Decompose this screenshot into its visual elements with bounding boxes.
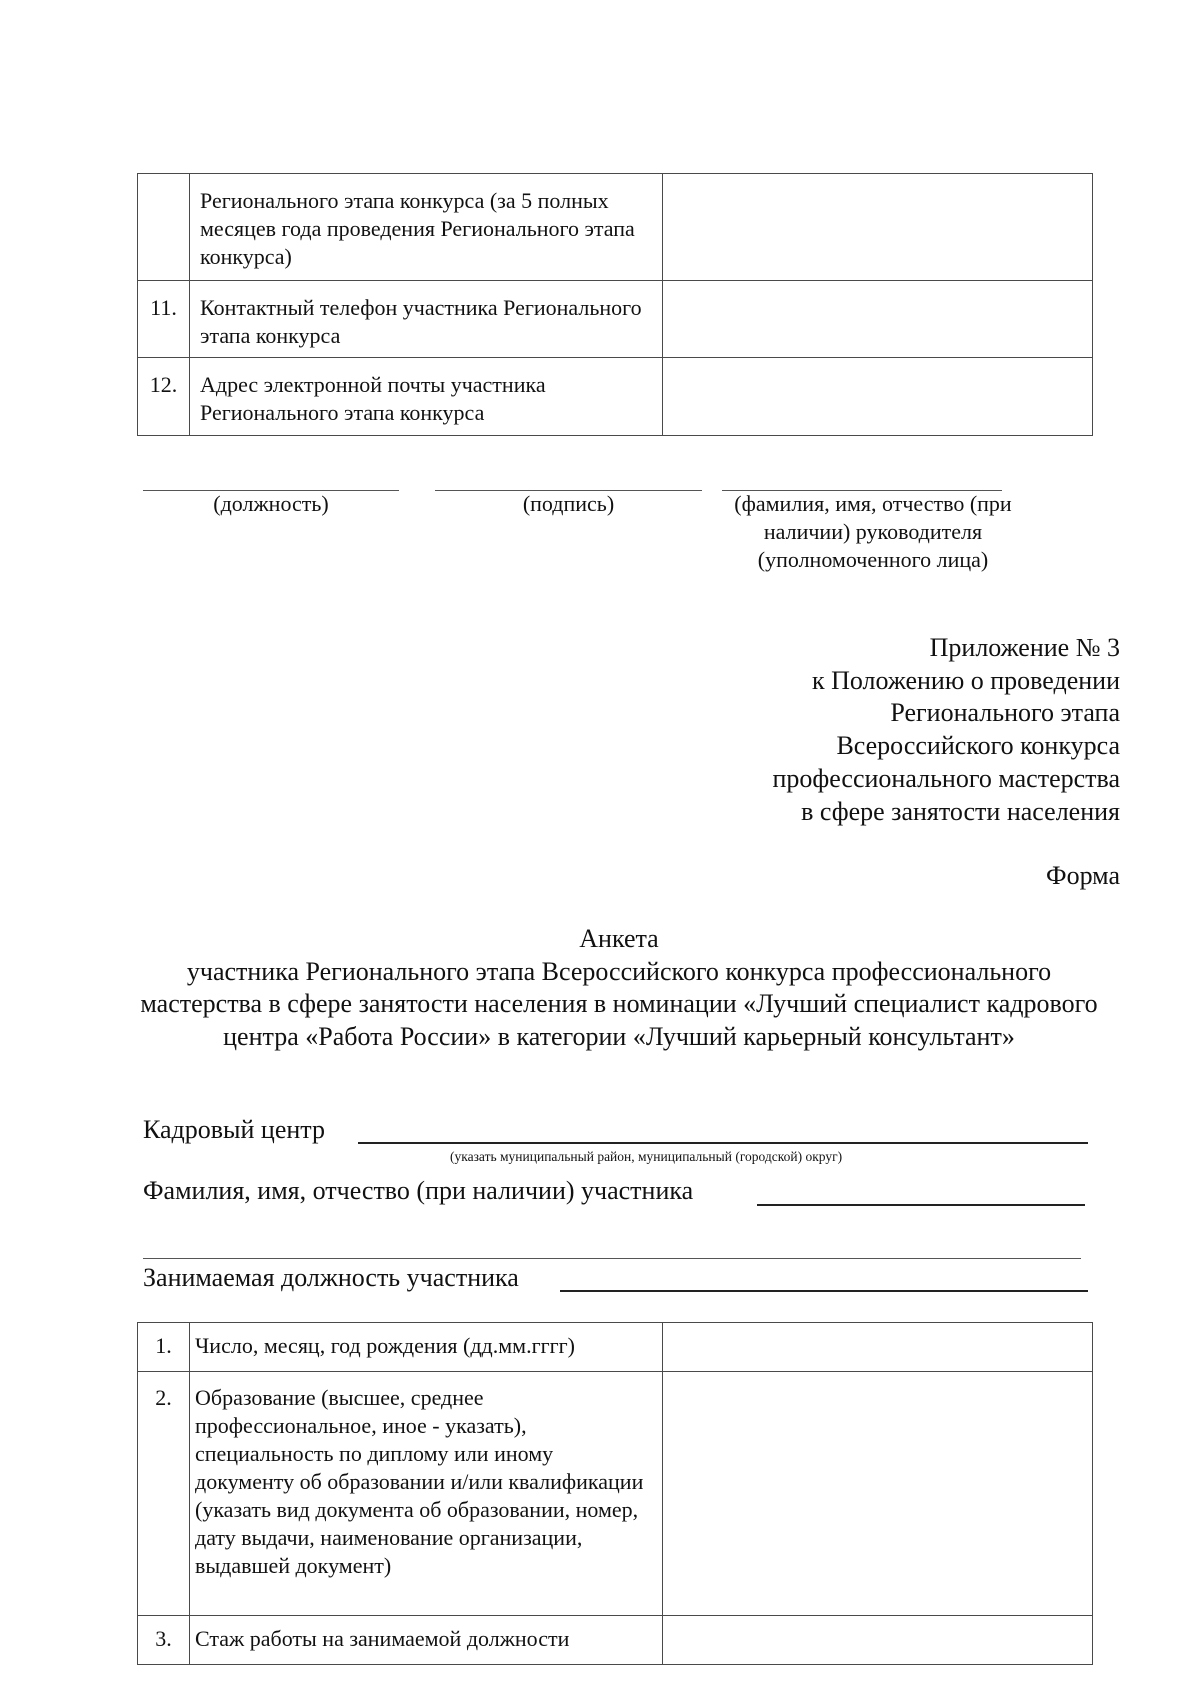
appendix-header xyxy=(772,632,1120,828)
hr-center-input[interactable] xyxy=(358,1142,1088,1144)
bottom-table xyxy=(137,1322,1093,1665)
form-label: Форма xyxy=(1046,861,1120,890)
table-row xyxy=(138,281,1093,358)
table-row xyxy=(138,174,1093,281)
row-number xyxy=(138,174,190,281)
row-label: Адрес электронной почты участника Регионального этапа конкурса xyxy=(190,358,663,436)
row-label: Контактный телефон участника Регионального этапа конкурса xyxy=(190,281,663,358)
hr-center-label: Кадровый центр xyxy=(143,1115,325,1144)
table-row xyxy=(138,358,1093,436)
appendix-reference: Всероссийского конкурса xyxy=(836,731,1120,761)
full-name-input-continuation[interactable] xyxy=(143,1258,1081,1259)
row-number: 11. xyxy=(138,281,190,358)
page-subtitle: участника Регионального этапа Всероссийского конкурса профессионального мастерства в сфере занятости населения в номинации «Лучший специалист кадрового центра «Работа России» в категории «Лучший карьерный консультант» xyxy=(140,956,1098,1051)
row-label: Число, месяц, год рождения (дд.мм.гггг) xyxy=(190,1323,663,1372)
appendix-reference: Регионального этапа xyxy=(890,698,1120,728)
position-input[interactable] xyxy=(560,1290,1088,1292)
appendix-reference: к Положению о проведении xyxy=(811,665,1120,695)
appendix-reference: профессионального мастерства xyxy=(772,763,1120,793)
full-name-label: Фамилия, имя, отчество (при наличии) участника xyxy=(143,1176,694,1205)
row-number: 3. xyxy=(138,1616,190,1665)
questionnaire-title xyxy=(130,923,1108,1053)
row-value-field[interactable] xyxy=(663,174,1093,281)
row-number: 1. xyxy=(138,1323,190,1372)
row-label: Стаж работы на занимаемой должности xyxy=(190,1616,663,1665)
signature-caption: (подпись) xyxy=(522,491,615,516)
row-number: 2. xyxy=(138,1372,190,1616)
hr-center-hint: (указать муниципальный район, муниципальный (городской) округ) xyxy=(450,1149,843,1164)
name-caption: (фамилия, имя, отчество (при наличии) руководителя (уполномоченного лица) xyxy=(734,491,1012,572)
row-number: 12. xyxy=(138,358,190,436)
position-caption: (должность) xyxy=(213,491,329,516)
row-value-field[interactable] xyxy=(663,1323,1093,1372)
full-name-input[interactable] xyxy=(757,1204,1085,1206)
row-value-field[interactable] xyxy=(663,1372,1093,1616)
row-value-field[interactable] xyxy=(663,281,1093,358)
top-table xyxy=(137,173,1093,436)
row-value-field[interactable] xyxy=(663,1616,1093,1665)
row-label: Регионального этапа конкурса (за 5 полных месяцев года проведения Регионального этапа конкурса) xyxy=(190,174,663,281)
row-value-field[interactable] xyxy=(663,358,1093,436)
appendix-number: Приложение № 3 xyxy=(929,633,1120,662)
table-row xyxy=(138,1372,1093,1616)
page-title: Анкета xyxy=(579,924,659,953)
table-row xyxy=(138,1616,1093,1665)
appendix-reference: в сфере занятости населения xyxy=(801,796,1120,826)
row-label: Образование (высшее, среднее профессиональное, иное - указать), специальность по диплому или иному документу об образовании и/или квалификации (указать вид документа об образовании, номер, дату выдачи, наименование организации, выдавшей документ) xyxy=(190,1372,663,1616)
table-row xyxy=(138,1323,1093,1372)
position-label: Занимаемая должность участника xyxy=(143,1263,519,1292)
